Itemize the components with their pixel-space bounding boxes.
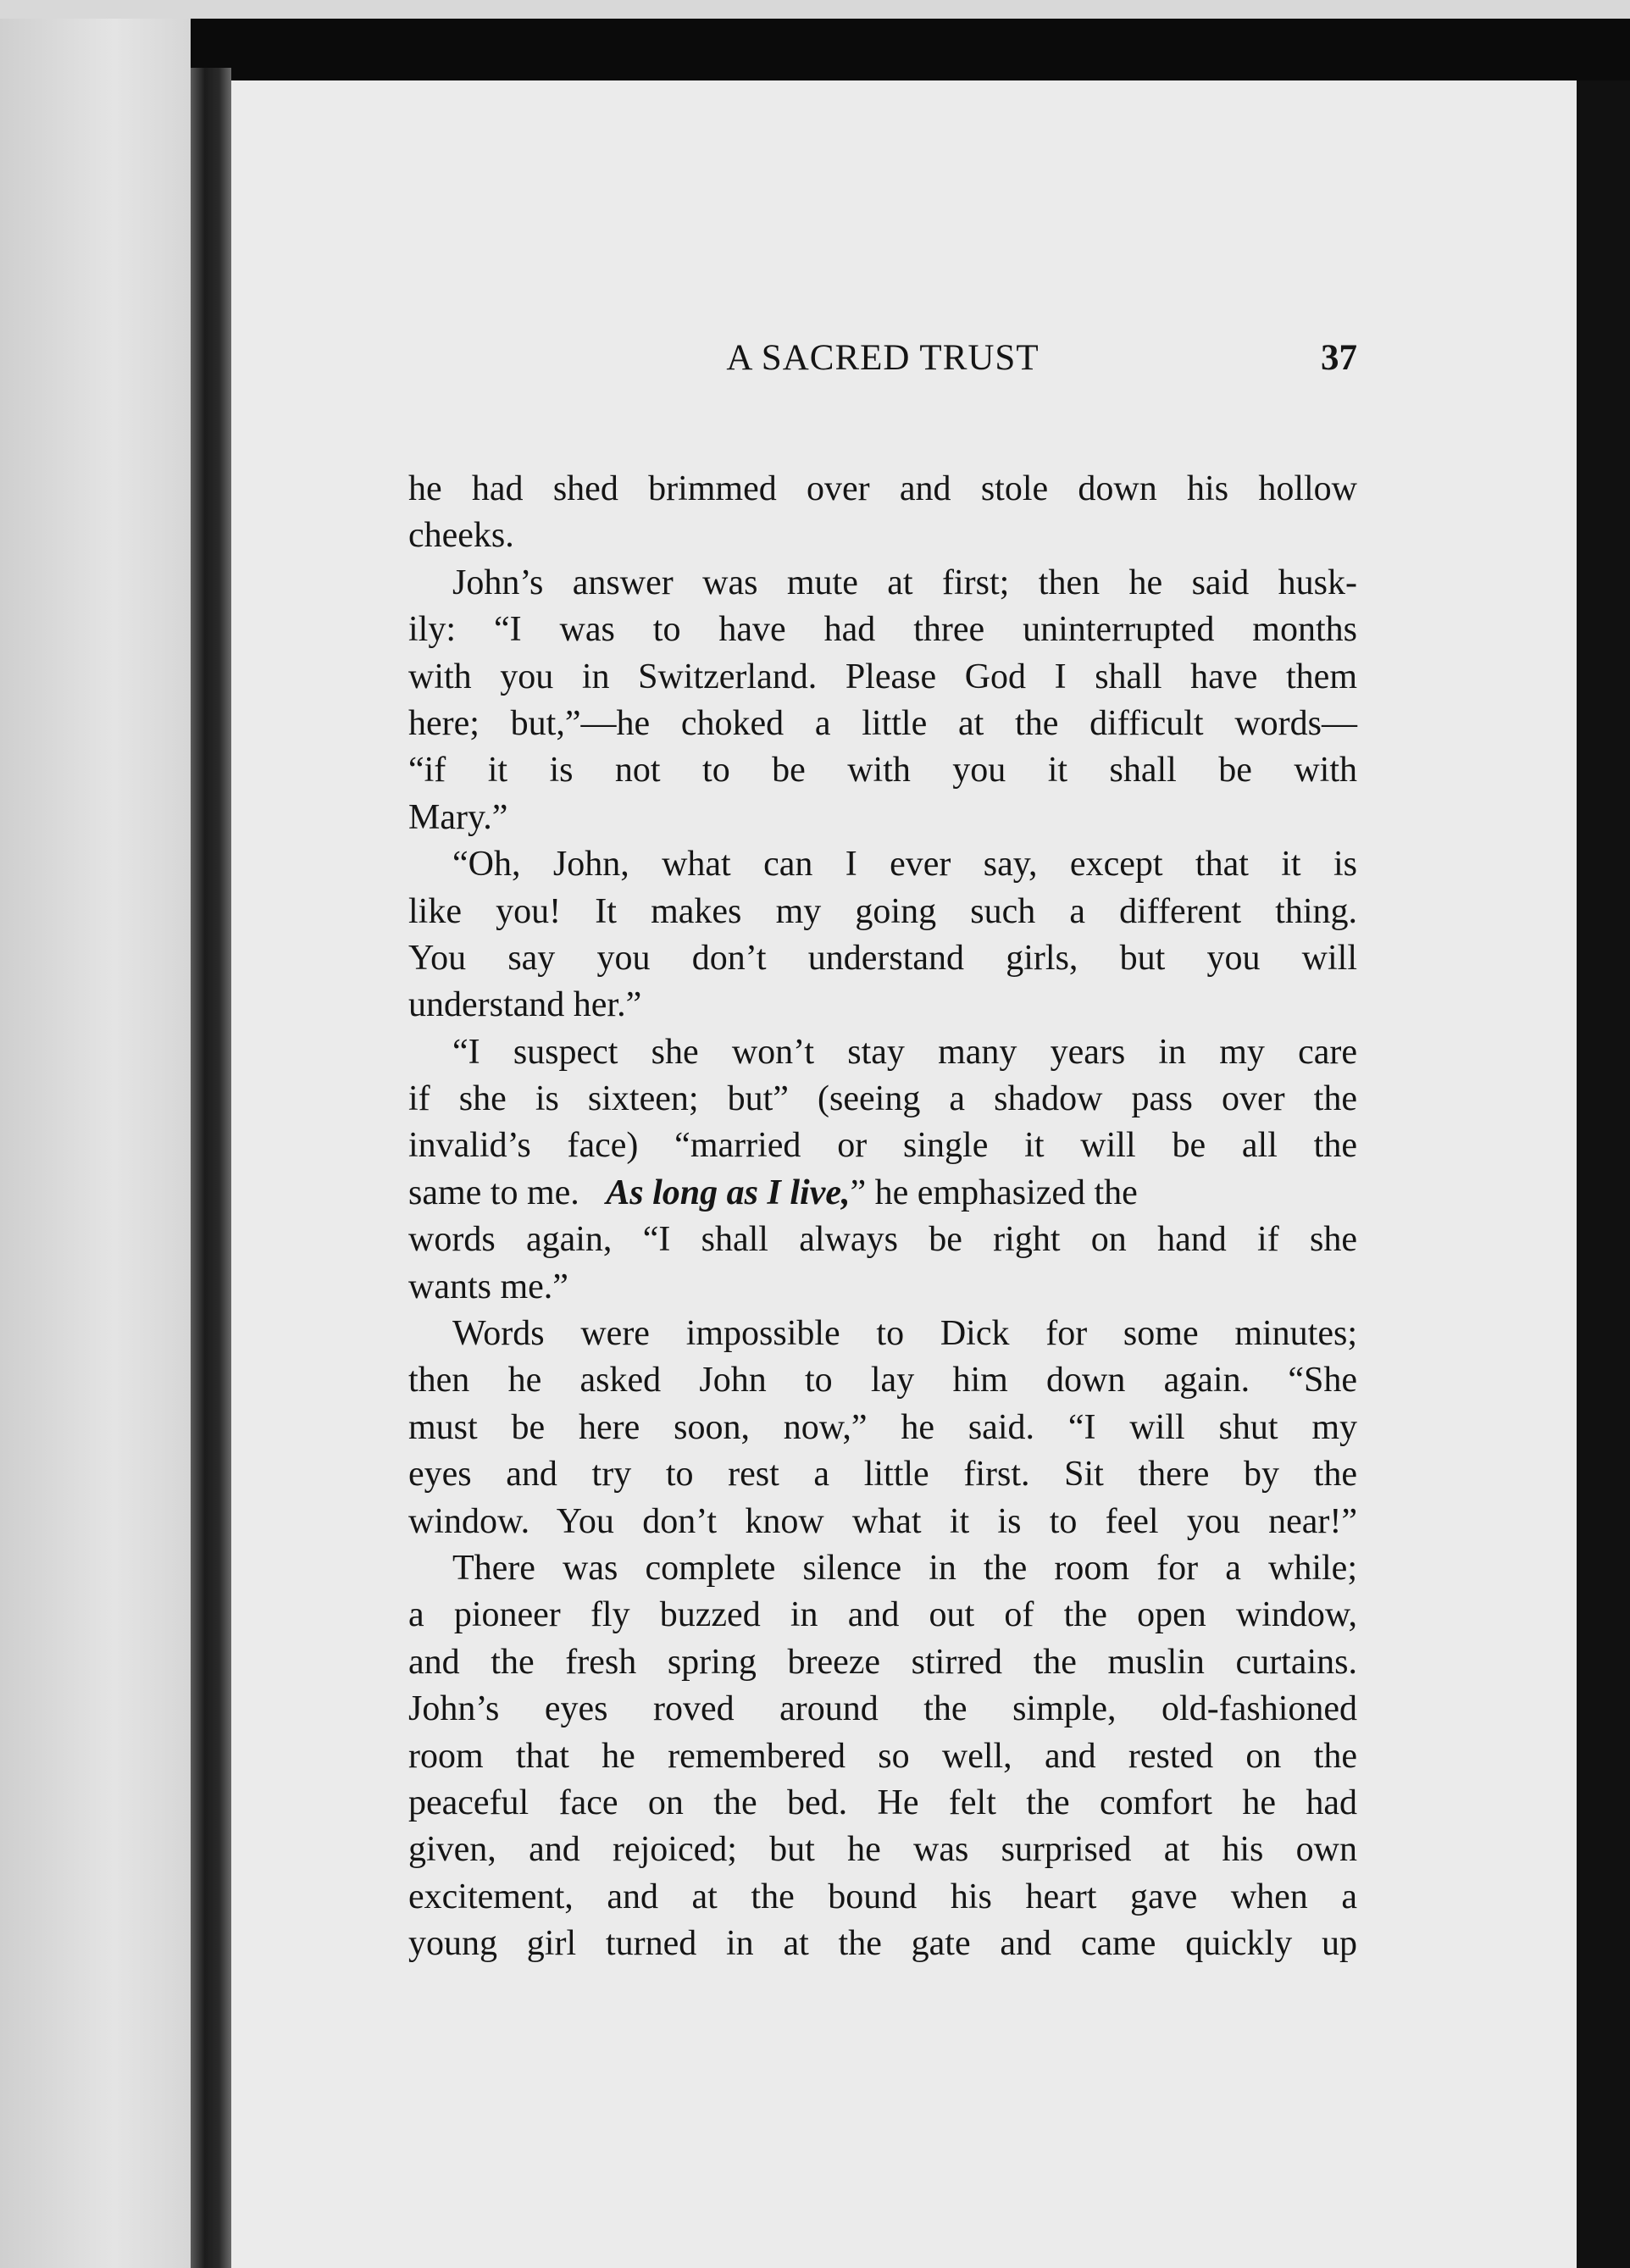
text-line: Mary.” [408,797,508,837]
book-binding-gutter [191,68,231,2268]
page-number: 37 [1321,338,1357,378]
text-segment: same to me. [408,1173,579,1212]
scan-top-border [0,0,1630,19]
text-line: invalid’s face) “married or single it will be all the [408,1126,1357,1166]
running-title: A SACRED TRUST [726,338,1040,378]
text-line: and the fresh spring breeze stirred the muslin curtains. [408,1642,1357,1682]
text-line: young girl turned in at the gate and came quickly up [408,1924,1357,1964]
previous-page-edge [0,19,191,2268]
text-line: John’s answer was mute at first; then he said husk- [452,563,1357,602]
text-line: “Oh, John, what can I ever say, except that it is [452,845,1357,884]
text-line: “I suspect she won’t stay many years in my care [452,1032,1357,1072]
text-line: with you in Switzerland. Please God I shall have them [408,657,1357,696]
text-line: words again, “I shall always be right on hand if she [408,1220,1357,1260]
text-line: cheeks. [408,516,514,556]
text-line: a pioneer fly buzzed in and out of the open window, [408,1595,1357,1635]
text-line: here; but,”—he choked a little at the difficult words— [408,703,1357,743]
text-line: room that he remembered so well, and rested on the [408,1736,1357,1776]
text-line: eyes and try to rest a little first. Sit there by the [408,1455,1357,1494]
scan-right-border [1577,80,1630,2268]
text-line: Words were impossible to Dick for some minutes; [452,1314,1357,1354]
text-segment: ” he emphasized the [850,1173,1138,1212]
text-line: There was complete silence in the room for a while; [452,1548,1357,1588]
text-line: must be here soon, now,” he said. “I will shut my [408,1407,1357,1447]
emphasized-text: As long as I live, [606,1173,851,1212]
text-line: like you! It makes my going such a different thing. [408,891,1357,931]
running-head [408,329,1357,388]
text-line: excitement, and at the bound his heart gave when a [408,1877,1357,1916]
text-line: then he asked John to lay him down again. “She [408,1361,1357,1400]
text-line: window. You don’t know what it is to feel you near!” [408,1501,1357,1541]
text-line: given, and rejoiced; but he was surprised at his own [408,1830,1357,1870]
text-line: if she is sixteen; but” (seeing a shadow pass over the [408,1079,1357,1119]
page-text-block [408,329,1357,1968]
text-line: understand her.” [408,985,642,1025]
text-line: John’s eyes roved around the simple, old-fashioned [408,1689,1357,1729]
text-line: peaceful face on the bed. He felt the comfort he had [408,1783,1357,1822]
text-line: ily: “I was to have had three uninterrupted months [408,610,1357,650]
text-line: he had shed brimmed over and stole down his hollow [408,469,1357,508]
text-line: “if it is not to be with you it shall be with [408,751,1357,790]
text-line [408,1170,1357,1217]
text-line: wants me.” [408,1267,568,1306]
text-line: You say you don’t understand girls, but you will [408,938,1357,978]
